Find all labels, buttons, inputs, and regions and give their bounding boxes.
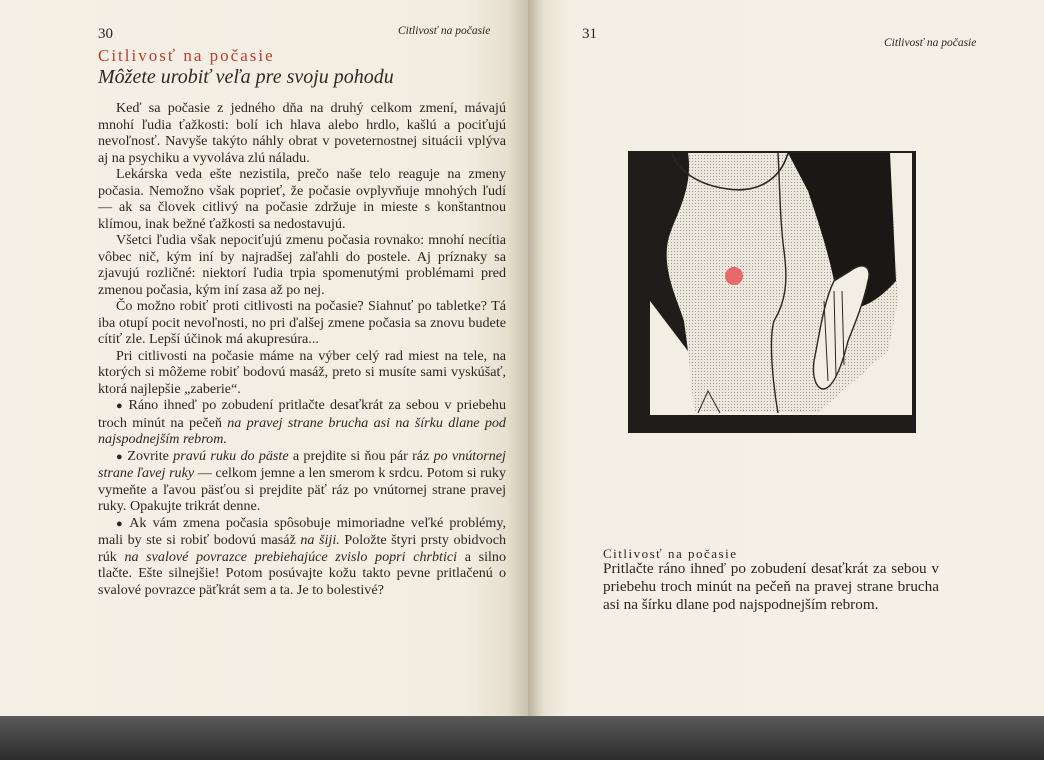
page-number: 31 (582, 26, 597, 42)
section-title: Citlivosť na počasie (98, 46, 275, 65)
left-page (0, 0, 528, 716)
running-head: Citlivosť na počasie (398, 25, 491, 37)
paragraph: Lekárska veda ešte nezistila, prečo naše telo reaguje na zmeny počasia. Nemožno však poprieť, že počasie ovplyvňuje mnohých ľudí — ak sa človek citlivý na počasie zdržuje in mieste s konštantnou klímou, inak bežné ťažkosti sa nedostavujú. (98, 166, 506, 232)
bullet-icon: ● (116, 517, 126, 530)
running-head: Citlivosť na počasie (884, 37, 977, 49)
bullet-item: ● Ráno ihneď po zobudení pritlačte desaťkrát za sebou v priebehu troch minút na pečeň na pravej strane brucha asi na šírku dlane pod najspodnejším rebrom. (98, 397, 506, 447)
background-strip (0, 716, 1044, 760)
torso-illustration (628, 151, 916, 433)
bullet-item: ● Ak vám zmena počasia spôsobuje mimoriadne veľké problémy, mali by ste si robiť bodovú masáž na šiji. Položte štyri prsty obidvoch rúk na svalové povrazce prebiehajúce zvislo popri chrbtici a silno tlačte. Ešte silnejšie! Potom posúvajte kožu takto pevne pritlačenú o svalové povrazce päťkrát sem a ta. Je to bolestivé? (98, 514, 507, 598)
body-text (98, 100, 506, 598)
paragraph: Čo možno robiť proti citlivosti na počasie? Siahnuť po tabletke? Tá iba otupí pocit nevoľnosti, no pri ďalšej zmene počasia sa znovu budete cítiť zle. Lepší účinok má akupresúra... (98, 298, 506, 347)
caption-title: Citlivosť na počasie (603, 546, 738, 561)
pressure-point-marker (725, 267, 743, 285)
paragraph: Keď sa počasie z jedného dňa na druhý celkom zmení, mávajú mnohí ľudia ťažkosti: bolí ich hlava alebo hrdlo, kašlú a pociťujú nevoľnosť. Navyše takýto náhly obrat v poveternostnej situácii vplýva aj na psychiku a vyvoláva zlú náladu. (98, 100, 506, 166)
bullet-icon: ● (116, 450, 124, 463)
paragraph: Pri citlivosti na počasie máme na výber celý rad miest na tele, na ktorých si môžeme robiť bodovú masáž, preto si musíte sami vyskúšať, ktorá najlepšie „zaberie“. (98, 347, 506, 397)
page-number: 30 (98, 26, 113, 42)
caption-text: Pritlačte ráno ihneď po zobudení desaťkrát za sebou v priebehu troch minút na pečeň na pravej strane brucha asi na šírku dlane pod najspodnejším rebrom. (603, 560, 939, 613)
paragraph: Všetci ľudia však nepociťujú zmenu počasia rovnako: mnohí necítia vôbec nič, kým iní by najradšej zaľahli do postele. Aj príznaky sa zjavujú rozličné: niektorí ľudia trpia spomenutými problémami pred zmenou počasia, kým iní zasa až po nej. (98, 232, 506, 298)
section-subtitle: Môžete urobiť veľa pre svoju pohodu (98, 66, 394, 88)
bullet-icon: ● (116, 400, 125, 412)
bullet-item: ● Zovrite pravú ruku do päste a prejdite si ňou pár ráz po vnútornej strane ľavej ruky — celkom jemne a len smerom k srdcu. Potom si ruky vymeňte a ľavou päsťou si prejdite päť ráz po vnútornej strane pravej ruky. Opakujte trikrát denne. (98, 447, 506, 514)
